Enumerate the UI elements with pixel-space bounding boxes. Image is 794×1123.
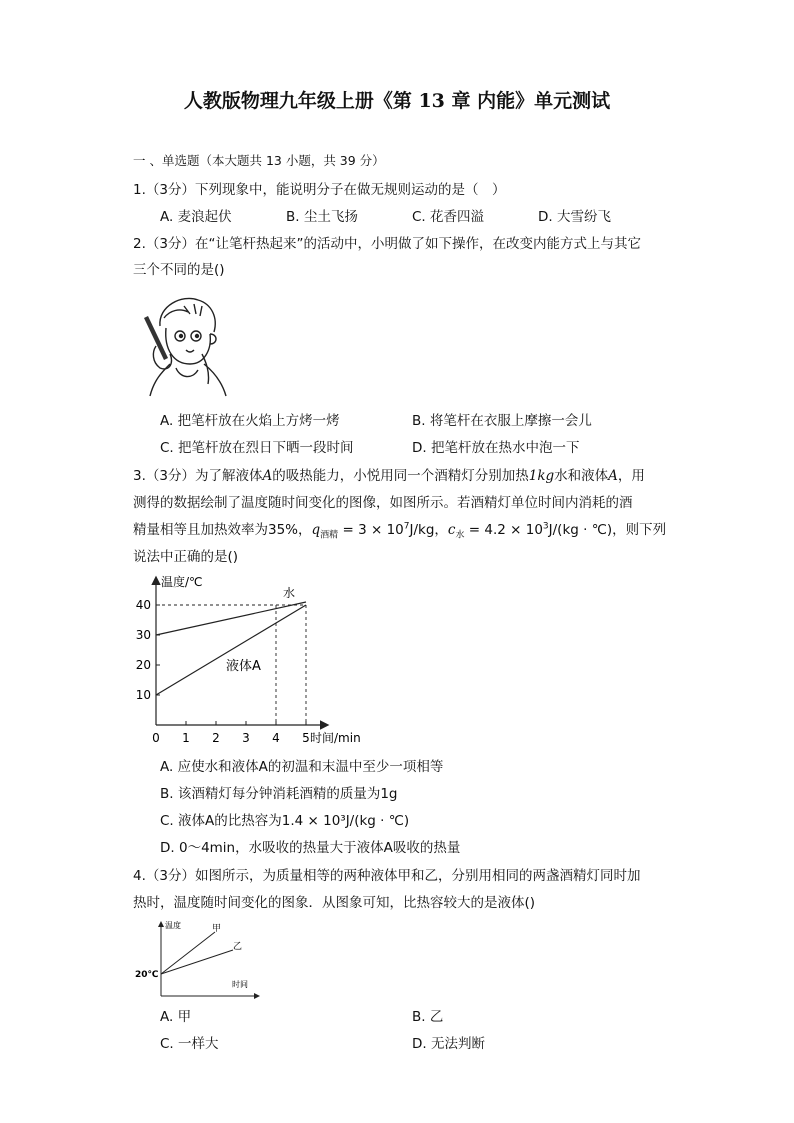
q4-option-d[interactable]: D. 无法判断 xyxy=(412,1036,485,1052)
q1-option-a[interactable]: A. 麦浪起伏 xyxy=(160,209,232,225)
q3-text: 水和液体 xyxy=(554,468,609,484)
q3-q-subscript: 酒精 xyxy=(320,530,339,541)
x-tick-label: 3 xyxy=(242,731,250,745)
y-axis-label: 温度/℃ xyxy=(161,575,203,589)
annotation-liquid-a: 液体A xyxy=(226,659,261,674)
q2-option-c[interactable]: C. 把笔杆放在烈日下晒一段时间 xyxy=(160,440,354,456)
q3-text: 的吸热能力，小悦用同一个酒精灯分别加热 xyxy=(272,468,529,484)
q1-stem: 1.（3分）下列现象中，能说明分子在做无规则运动的是（ ） xyxy=(133,182,506,198)
q3-c-unit: J/(kg · ℃)，则下列 xyxy=(548,522,667,538)
series-label-yi: 乙 xyxy=(233,942,243,952)
q3-c-exponent: 3 xyxy=(542,521,549,532)
q3-c-subscript: 水 xyxy=(455,530,465,541)
temperature-time-chart xyxy=(125,570,365,750)
q1-option-c[interactable]: C. 花香四溢 xyxy=(412,209,485,225)
q1-option-d[interactable]: D. 大雪纷飞 xyxy=(538,209,611,225)
q3-q-unit: J/kg， xyxy=(409,522,448,538)
q3-c-value: = 4.2 × 10 xyxy=(464,522,543,538)
q2-option-b[interactable]: B. 将笔杆在衣服上摩擦一会儿 xyxy=(412,413,592,429)
q3-option-c[interactable]: C. 液体A的比热容为1.4 × 10³J/(kg · ℃) xyxy=(160,813,410,829)
q2-stem-line2: 三个不同的是() xyxy=(133,262,225,278)
q3-c-symbol: c xyxy=(447,522,456,538)
q3-stem-line1 xyxy=(133,464,645,484)
q3-text: ，用 xyxy=(617,468,645,484)
q3-stem-line4: 说法中正确的是() xyxy=(133,549,239,565)
series-label-jia: 甲 xyxy=(212,924,222,934)
q3-q-symbol: q xyxy=(311,522,321,538)
q2-option-d[interactable]: D. 把笔杆放在热水中泡一下 xyxy=(412,440,580,456)
x-tick-label: 1 xyxy=(182,731,190,745)
x-tick-label: 0 xyxy=(152,731,160,745)
q1-option-b[interactable]: B. 尘土飞扬 xyxy=(286,209,358,225)
y-axis-label: 温度 xyxy=(165,921,181,930)
q3-text: 3.（3分）为了解液体 xyxy=(133,468,263,484)
q4-option-b[interactable]: B. 乙 xyxy=(412,1009,444,1025)
x-axis-label: 时间 xyxy=(232,980,248,989)
boy-with-pen-illustration xyxy=(140,288,230,398)
x-axis-label: 时间/min xyxy=(310,731,361,745)
y-tick-label: 40 xyxy=(135,598,151,612)
annotation-water: 水 xyxy=(283,586,296,600)
x-tick-label: 2 xyxy=(212,731,220,745)
y-tick-label: 10 xyxy=(135,688,151,702)
series-line-yi xyxy=(161,950,233,974)
q2-option-a[interactable]: A. 把笔杆放在火焰上方烤一烤 xyxy=(160,413,340,429)
y-start-label: 20℃ xyxy=(135,970,159,980)
q3-stem-line2: 测得的数据绘制了温度随时间变化的图像，如图所示。若酒精灯单位时间内消耗的酒 xyxy=(133,495,633,511)
q4-stem-line2: 热时，温度随时间变化的图象．从图象可知，比热容较大的是液体() xyxy=(133,895,536,911)
y-tick-label: 20 xyxy=(135,658,151,672)
x-tick-label: 4 xyxy=(272,731,280,745)
page-title: 人教版物理九年级上册《第 13 章 内能》单元测试 xyxy=(183,90,611,112)
q3-var: A xyxy=(608,468,618,484)
q4-option-c[interactable]: C. 一样大 xyxy=(160,1036,219,1052)
y-tick-label: 30 xyxy=(135,628,151,642)
section-heading: 一 、单选题（本大题共 13 小题，共 39 分） xyxy=(133,153,385,168)
q3-q-exponent: 7 xyxy=(403,521,410,532)
q4-option-a[interactable]: A. 甲 xyxy=(160,1009,192,1025)
q4-stem-line1: 4.（3分）如图所示，为质量相等的两种液体甲和乙，分别用相同的两盏酒精灯同时加 xyxy=(133,868,641,884)
q3-mass: 1kg xyxy=(528,468,555,484)
q3-text: 精量相等且加热效率为35%， xyxy=(133,522,312,538)
q3-q-value: = 3 × 10 xyxy=(338,522,404,538)
q2-stem-line1: 2.（3分）在“让笔杆热起来”的活动中，小明做了如下操作，在改变内能方式上与其它 xyxy=(133,236,641,252)
x-tick-label: 5 xyxy=(302,731,310,745)
q3-option-a[interactable]: A. 应使水和液体A的初温和末温中至少一项相等 xyxy=(160,759,444,775)
q3-stem-line3 xyxy=(133,518,666,541)
q3-var: A xyxy=(262,468,273,484)
series-line-jia xyxy=(161,932,215,974)
q3-option-b[interactable]: B. 该酒精灯每分钟消耗酒精的质量为1g xyxy=(160,786,398,802)
q3-option-d[interactable]: D. 0～4min，水吸收的热量大于液体A吸收的热量 xyxy=(160,840,461,856)
liquid-comparison-chart xyxy=(135,918,260,1000)
